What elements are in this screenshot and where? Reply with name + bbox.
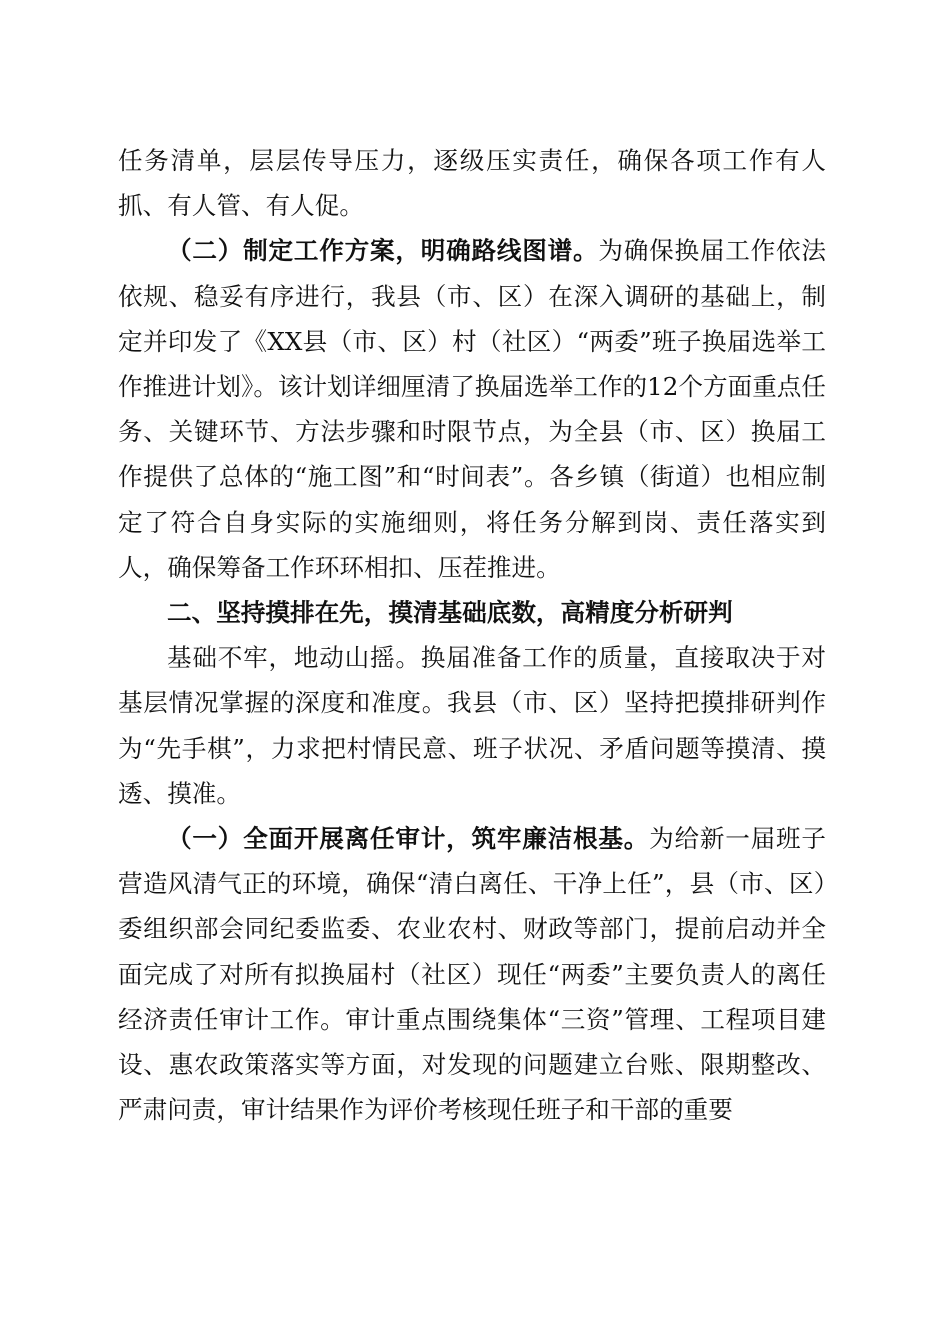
paragraph-1 bbox=[118, 138, 826, 228]
paragraph-4-text: 为给新一届班子营造风清气正的环境，确保“清白离任、干净上任”，县（市、区）委组织部会同纪委监委、农业农村、财政等部门，提前启动并全面完成了对所有拟换届村（社区）现任“两委”主要负责人的离任经济责任审计工作。审计重点围绕集体“三资”管理、工程项目建设、惠农政策落实等方面，对发现的问题建立台账、限期整改、严肃问责，审计结果作为评价考核现任班子和干部的重要 bbox=[118, 824, 826, 1125]
paragraph-1-text: 任务清单，层层传导压力，逐级压实责任，确保各项工作有人抓、有人管、有人促。 bbox=[118, 146, 826, 221]
paragraph-2-text: 为确保换届工作依法依规、稳妥有序进行，我县（市、区）在深入调研的基础上，制定并印发了《XX县（市、区）村（社区）“两委”班子换届选举工作推进计划》。该计划详细厘清了换届选举工作的12个方面重点任务、关键环节、方法步骤和时限节点，为全县（市、区）换届工作提供了总体的“施工图”和“时间表”。各乡镇（街道）也相应制定了符合自身实际的实施细则，将任务分解到岗、责任落实到人，确保筹备工作环环相扣、压茬推进。 bbox=[118, 236, 826, 582]
paragraph-2 bbox=[118, 228, 826, 590]
document-page bbox=[118, 138, 826, 1132]
paragraph-3 bbox=[118, 635, 826, 816]
paragraph-4 bbox=[118, 816, 826, 1132]
section-heading-2: 二、坚持摸排在先，摸清基础底数，高精度分析研判 bbox=[167, 598, 733, 628]
paragraph-3-text: 基础不牢，地动山摇。换届准备工作的质量，直接取决于对基层情况掌握的深度和准度。我县（市、区）坚持把摸排研判作为“先手棋”，力求把村情民意、班子状况、矛盾问题等摸清、摸透、摸准。 bbox=[118, 643, 826, 808]
paragraph-2-lead: （二）制定工作方案，明确路线图谱。 bbox=[167, 236, 599, 266]
paragraph-4-lead: （一）全面开展离任审计，筑牢廉洁根基。 bbox=[167, 824, 650, 854]
